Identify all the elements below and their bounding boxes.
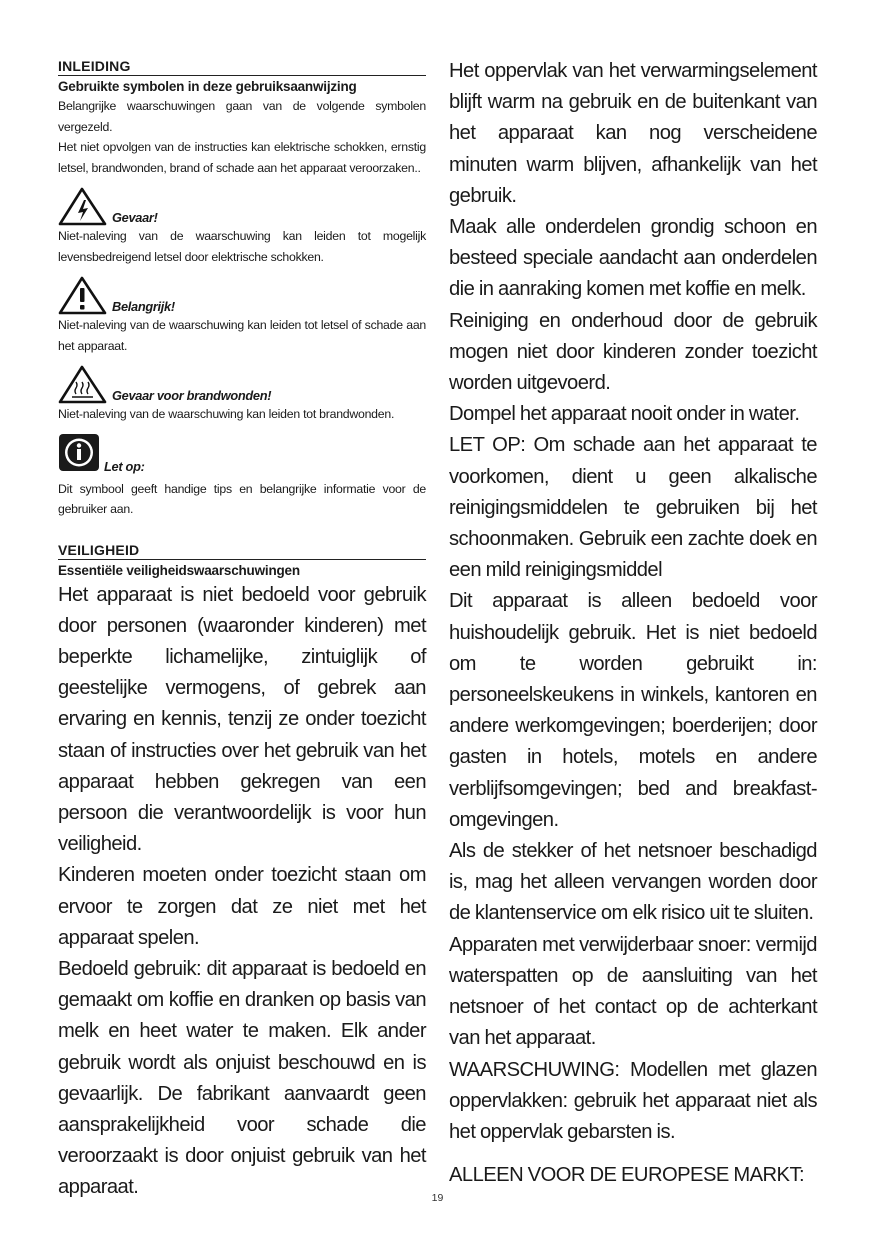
intro-heading: INLEIDING xyxy=(58,58,426,76)
symbol-burn-label: Gevaar voor brandwonden! xyxy=(112,388,272,403)
intro-subheading: Gebruikte symbolen in deze gebruiksaanwijzing xyxy=(58,79,357,94)
safety-heading: VEILIGHEID xyxy=(58,542,426,560)
right-paragraph-5: LET OP: Om schade aan het apparaat te voorkomen, dient u geen alkalische reinigingsmiddelen te gebruiken bij het schoonmaken. Gebruik een zachte doek en een mild reinigingsmiddel xyxy=(449,434,817,582)
symbol-burn-text: Niet-naleving van de waarschuwing kan leiden tot brandwonden. xyxy=(58,407,395,421)
right-paragraph-6: Dit apparaat is alleen bedoeld voor huishoudelijk gebruik. Het is niet bedoeld om te worden gebruikt in: personeelskeukens in winkels, kantoren en andere werkomgevingen; boerderijen; door gasten in hotels, motels en andere verblijfsomgevingen; bed and breakfast-omgevingen. xyxy=(449,590,817,831)
right-paragraph-1: Het oppervlak van het verwarmingselement blijft warm na gebruik en de buitenkant van het apparaat kan nog verscheidene minuten warm blijven, afhankelijk van het gebruik. xyxy=(449,60,817,207)
symbol-burn xyxy=(58,364,426,404)
safety-paragraph-2: Kinderen moeten onder toezicht staan om ervoor te zorgen dat ze niet met het apparaat spelen. xyxy=(58,864,426,949)
symbol-important-text: Niet-naleving van de waarschuwing kan leiden tot letsel of schade aan het apparaat. xyxy=(58,318,426,353)
page-number: 19 xyxy=(431,1192,444,1204)
safety-subheading: Essentiële veiligheidswaarschuwingen xyxy=(58,562,300,578)
symbol-important xyxy=(58,275,426,315)
right-paragraph-8: Apparaten met verwijderbaar snoer: vermijd waterspatten op de aansluiting van het netsnoer of het contact op de achterkant van het apparaat. xyxy=(449,933,817,1050)
safety-paragraph-3: Bedoeld gebruik: dit apparaat is bedoeld en gemaakt om koffie en dranken op basis van melk en heet water te maken. Elk ander gebruik wordt als onjuist beschouwd en is gevaarlijk. De fabrikant aanvaardt geen aansprakelijkheid voor schade die veroorzaakt is door onjuist gebruik van het apparaat. xyxy=(58,957,426,1199)
left-column xyxy=(58,58,426,1204)
right-paragraph-9: WAARSCHUWING: Modellen met glazen oppervlakken: gebruik het apparaat niet als het oppervlak gebarsten is. xyxy=(449,1058,817,1143)
intro-paragraph-1: Belangrijke waarschuwingen gaan van de volgende symbolen vergezeld. xyxy=(58,99,426,134)
info-icon xyxy=(58,433,102,475)
right-paragraph-10: ALLEEN VOOR DE EUROPESE MARKT: xyxy=(449,1164,805,1187)
symbol-info xyxy=(58,433,426,475)
electric-hazard-icon xyxy=(58,186,110,226)
symbol-danger-text: Niet-naleving van de waarschuwing kan leiden tot mogelijk levensbedreigend letsel door elektrische schokken. xyxy=(58,229,426,264)
symbol-info-text: Dit symbool geeft handige tips en belangrijke informatie voor de gebruiker aan. xyxy=(58,481,426,516)
symbol-info-label: Let op: xyxy=(104,458,145,474)
intro-paragraph-2: Het niet opvolgen van de instructies kan elektrische schokken, ernstig letsel, brandwonden, brand of schade aan het apparaat veroorzaken.. xyxy=(58,140,426,175)
right-paragraph-4: Dompel het apparaat nooit onder in water. xyxy=(449,403,800,426)
symbol-important-label: Belangrijk! xyxy=(112,299,175,314)
right-paragraph-3: Reiniging en onderhoud door de gebruik mogen niet door kinderen zonder toezicht worden uitgevoerd. xyxy=(449,309,817,395)
right-paragraph-2: Maak alle onderdelen grondig schoon en besteed speciale aandacht aan onderdelen die in aanraking komen met koffie en melk. xyxy=(449,216,817,301)
safety-paragraph-1: Het apparaat is niet bedoeld voor gebruik door personen (waaronder kinderen) met beperkte lichamelijke, zintuiglijk of geestelijke vermogens, of gebrek aan ervaring en kennis, tenzij ze onder toezicht staan of instructies over het gebruik van het apparaat hebben gekregen van een persoon die verantwoordelijk is voor hun veiligheid. xyxy=(58,583,426,856)
exclamation-warning-icon xyxy=(58,275,110,315)
right-paragraph-7: Als de stekker of het netsnoer beschadigd is, mag het alleen vervangen worden door de klantenservice om elk risico uit te sluiten. xyxy=(449,840,817,925)
hot-surface-icon xyxy=(58,364,110,404)
symbol-danger-label: Gevaar! xyxy=(112,210,158,225)
right-column xyxy=(449,56,817,1191)
symbol-danger xyxy=(58,186,426,226)
